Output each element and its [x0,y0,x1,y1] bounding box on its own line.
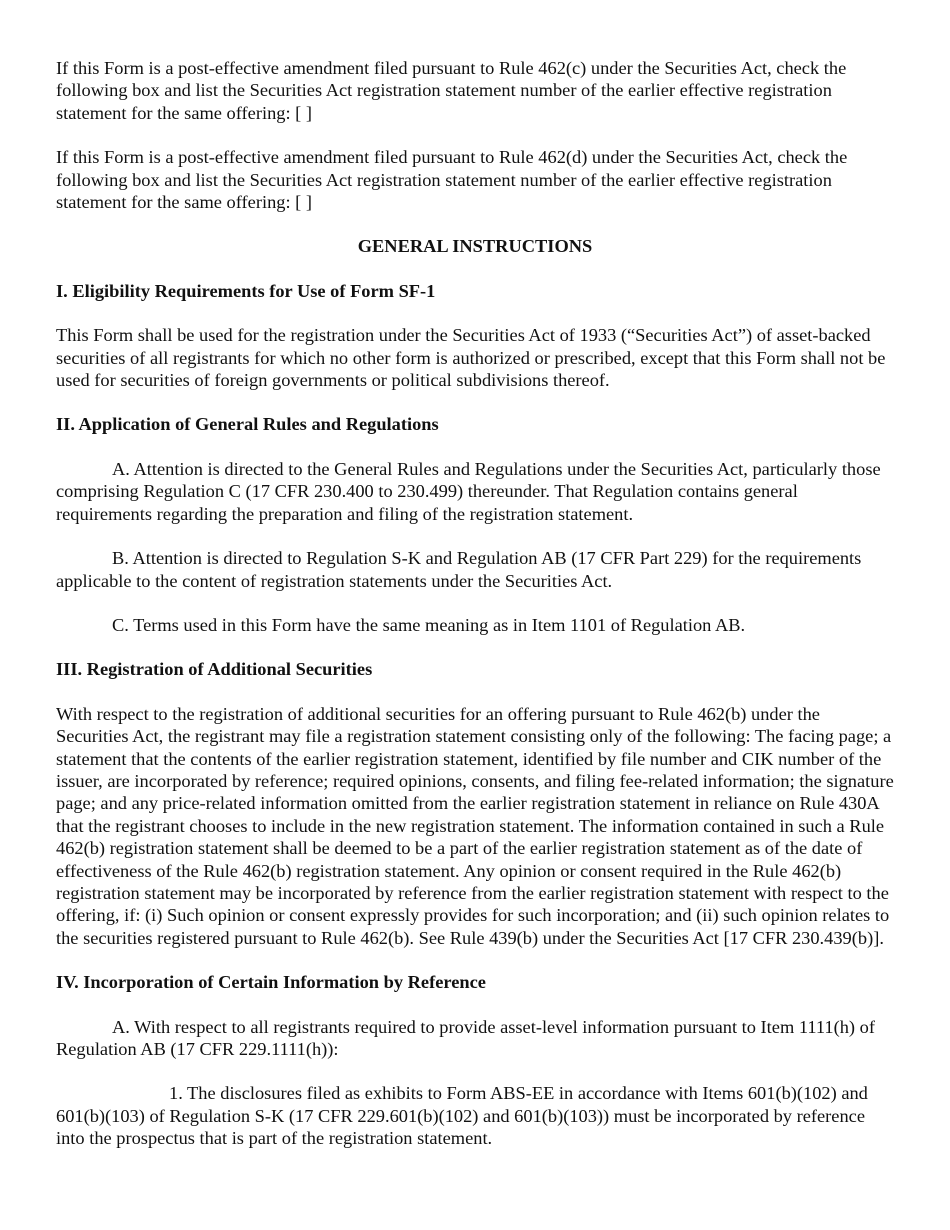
section-4-heading: IV. Incorporation of Certain Information by Reference [56,972,486,993]
rule-462c-paragraph: If this Form is a post-effective amendment filed pursuant to Rule 462(c) under the Securities Act, check the following box and list the Securities Act registration statement number of the earlier effective registration statement for the same offering: [ ] [56,58,847,123]
section-3-body: With respect to the registration of additional securities for an offering pursuant to Rule 462(b) under the Securities Act, the registrant may file a registration statement consisting only of the following: The facing page; a statement that the contents of the earlier registration statement, identified by file number and CIK number of the issuer, are incorporated by reference; required opinions, consents, and filing fee-related information; the signature page; and any price-related information omitted from the earlier registration statement in reliance on Rule 430A that the registrant chooses to include in the new registration statement. The information contained in such a Rule 462(b) registration statement shall be deemed to be a part of the earlier registration statement as of the date of effectiveness of the Rule 462(b) registration statement. Any opinion or consent required in the Rule 462(b) registration statement may be incorporated by reference from the earlier registration statement with respect to the offering, if: (i) Such opinion or consent expressly provides for such incorporation; and (ii) such opinion relates to the securities registered pursuant to Rule 462(b). See Rule 439(b) under the Securities Act [17 CFR 230.439(b)]. [56,703,894,948]
section-4-item-a1: 1. The disclosures filed as exhibits to Form ABS-EE in accordance with Items 601(b)(102) and 601(b)(103) of Regulation S-K (17 CFR 229.601(b)(102) and 601(b)(103)) must be incorporated by reference into the prospectus that is part of the registration statement. [56,1083,868,1149]
section-2-item-c: C. Terms used in this Form have the same meaning as in Item 1101 of Regulation AB. [112,614,746,635]
section-3-heading: III. Registration of Additional Securities [56,659,373,680]
section-1-heading: I. Eligibility Requirements for Use of Form SF-1 [56,280,436,301]
section-2-heading: II. Application of General Rules and Regulations [56,414,439,435]
section-2-item-a: A. Attention is directed to the General Rules and Regulations under the Securities Act, particularly those comprising Regulation C (17 CFR 230.400 to 230.499) thereunder. That Regulation contains general requirements regarding the preparation and filing of the registration statement. [56,458,881,524]
rule-462d-paragraph: If this Form is a post-effective amendment filed pursuant to Rule 462(d) under the Securities Act, check the following box and list the Securities Act registration statement number of the earlier effective registration statement for the same offering: [ ] [56,147,848,213]
section-4-item-a: A. With respect to all registrants required to provide asset-level information pursuant to Item 1111(h) of Regulation AB (17 CFR 229.1111(h)): [56,1016,875,1059]
section-1-body: This Form shall be used for the registration under the Securities Act of 1933 (“Securities Act”) of asset-backed securities of all registrants for which no other form is authorized or prescribed, except that this Form shall not be used for securities of foreign governments or political subdivisions thereof. [56,325,886,391]
document-page [56,57,894,1172]
general-instructions-title: GENERAL INSTRUCTIONS [357,236,593,257]
section-2-item-b: B. Attention is directed to Regulation S-K and Regulation AB (17 CFR Part 229) for the requirements applicable to the content of registration statements under the Securities Act. [56,548,862,591]
